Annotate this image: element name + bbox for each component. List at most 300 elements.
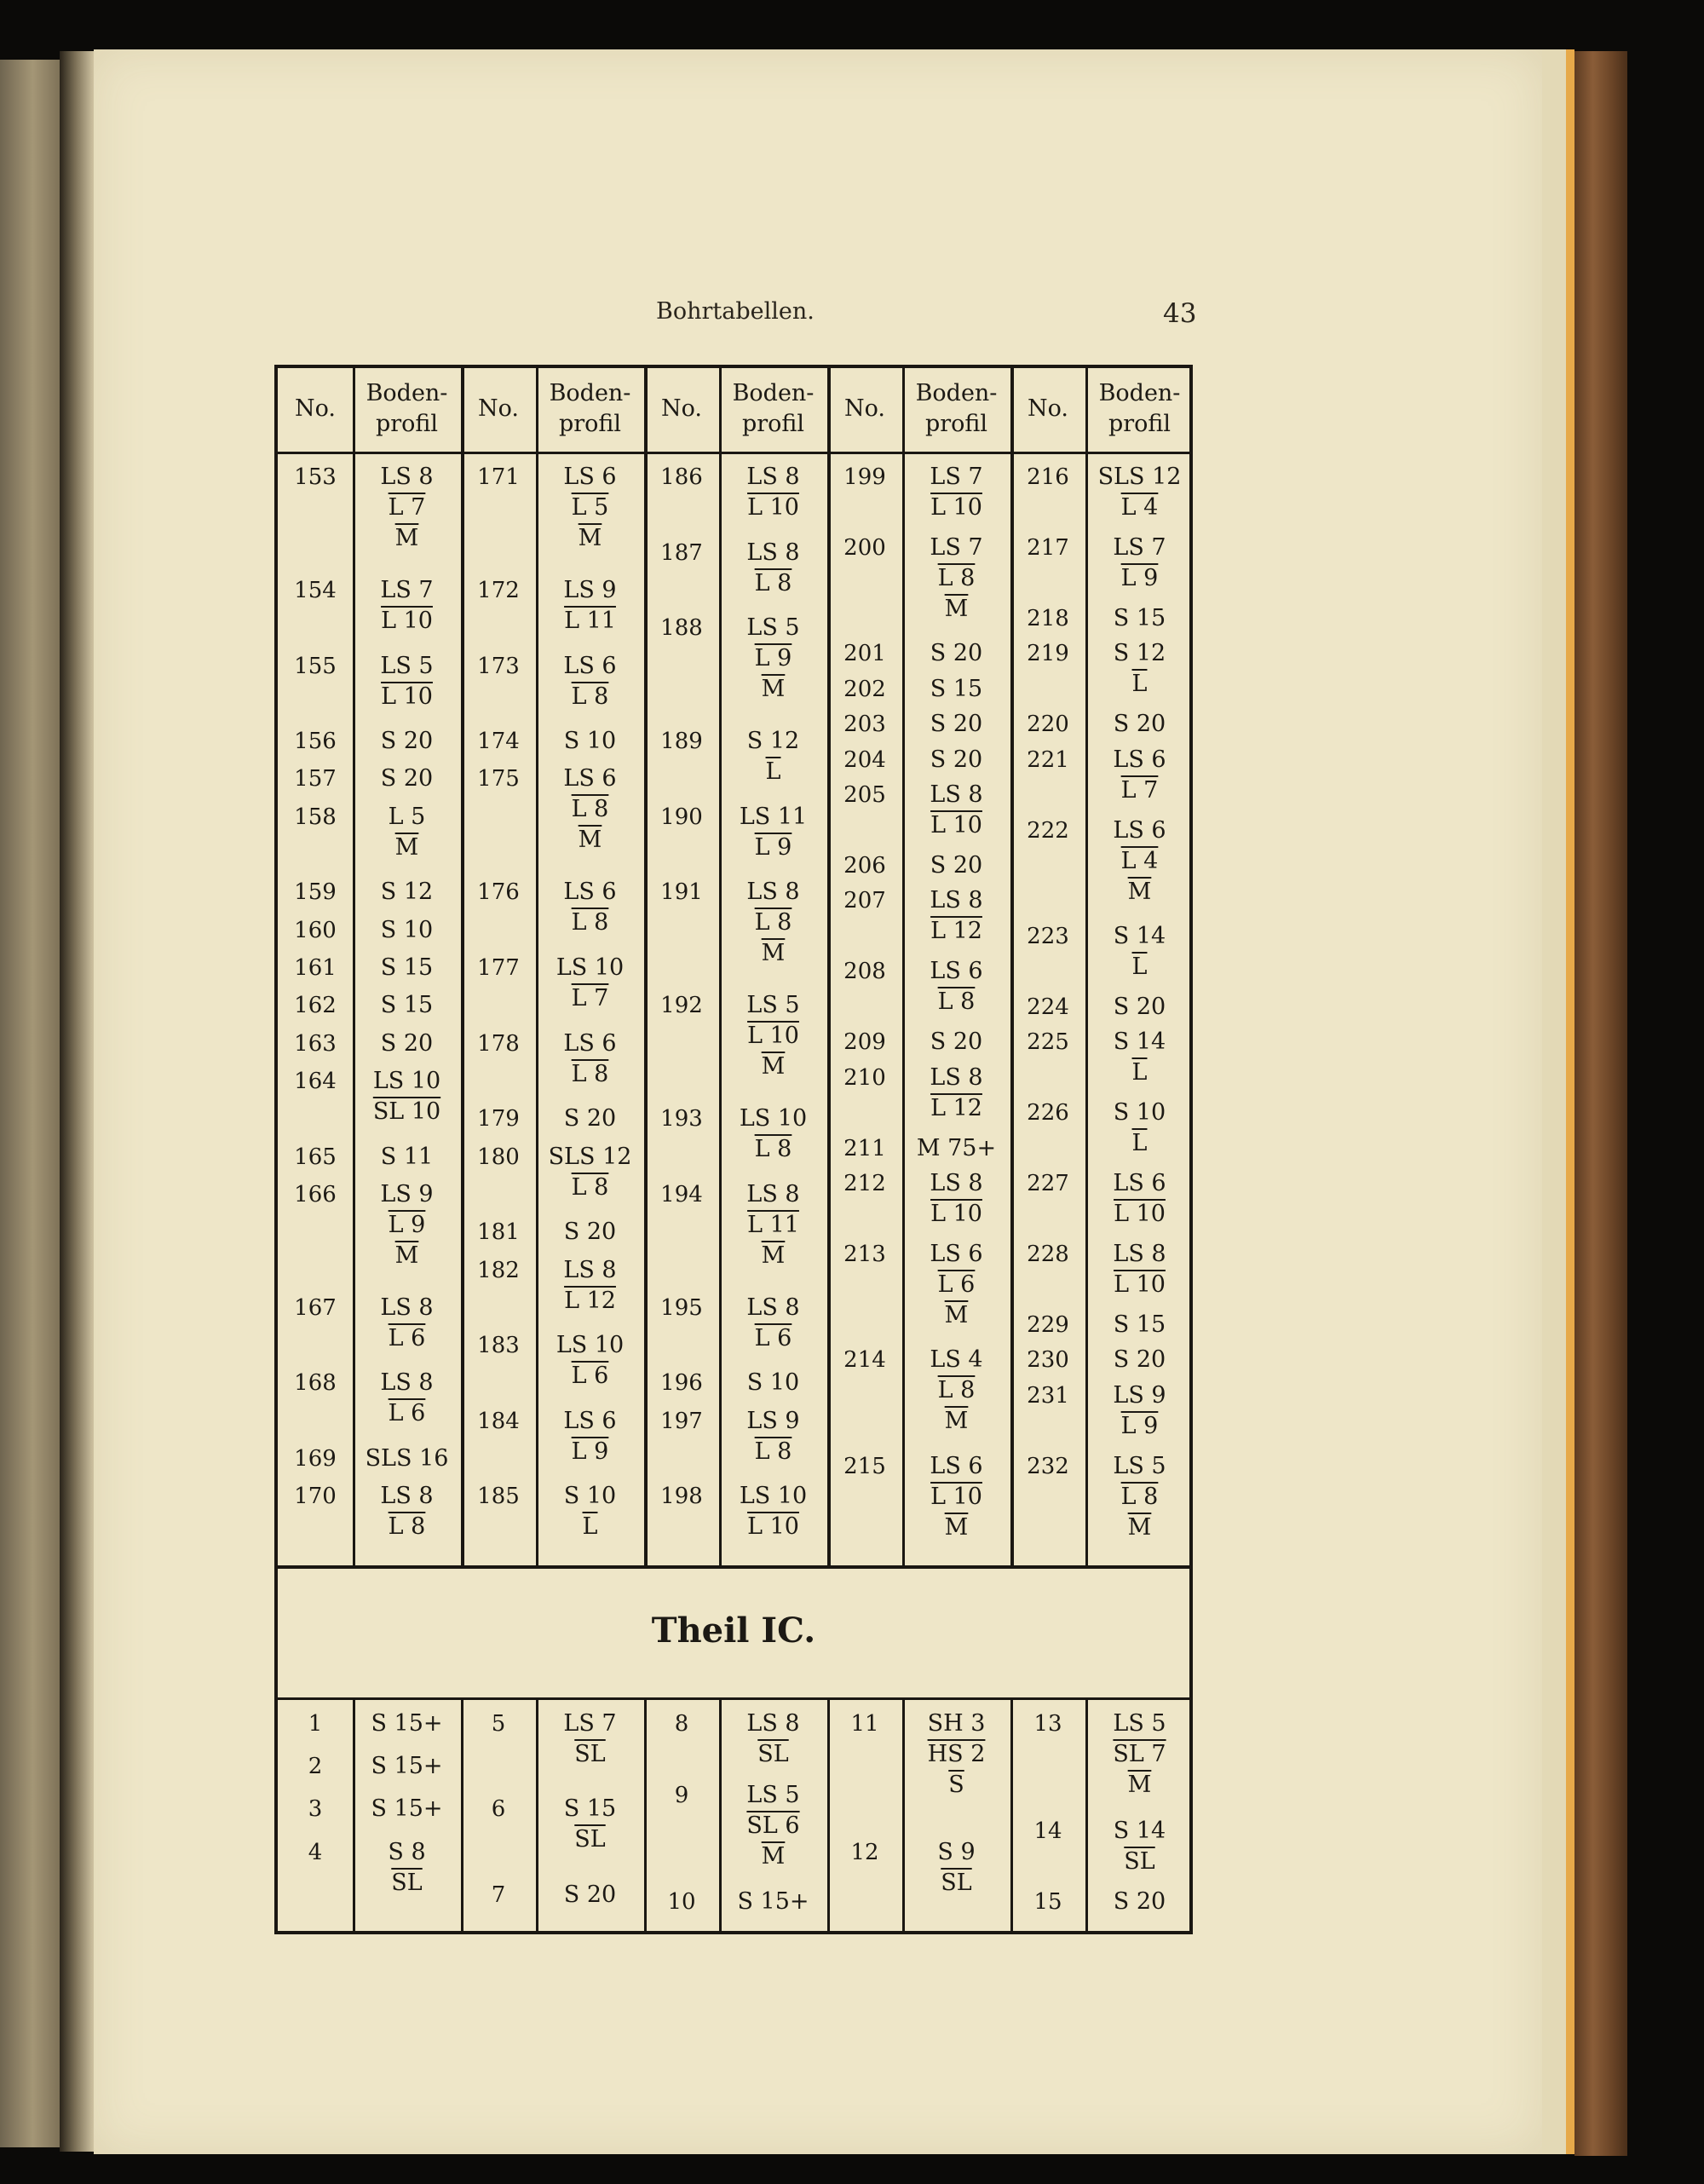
entry-profile — [353, 1481, 461, 1542]
profile-layer: L 4 — [1120, 847, 1159, 874]
profile-layer: $\overline{L}$ — [765, 758, 781, 786]
profile-header-line: profil — [375, 411, 439, 437]
entry-profile — [902, 885, 1010, 947]
entry-profile — [1085, 815, 1194, 908]
entry-profile — [353, 1794, 461, 1824]
profile-layer: L 6 — [571, 1363, 609, 1390]
profile-layer: $\overline{S}$ — [948, 1772, 964, 1798]
profile-header-line: Boden- — [366, 380, 448, 406]
entry-number: 184 — [477, 1408, 520, 1434]
entry-number: 199 — [843, 464, 886, 490]
entry-number: 186 — [660, 464, 703, 490]
profile-layer: L 12 — [930, 1094, 982, 1121]
profile-layer: S 20 — [563, 1219, 617, 1246]
entry-number: 187 — [660, 539, 703, 566]
entry-number: 185 — [477, 1484, 520, 1510]
profile-layer: LS 8 — [930, 1063, 983, 1091]
entry-number: 232 — [1027, 1453, 1069, 1479]
profile-layer: S 14 — [1113, 922, 1166, 949]
profile-layer: S 15 — [380, 992, 434, 1019]
entry-number: 228 — [1027, 1241, 1069, 1267]
profile-layer: LS 8 — [380, 464, 434, 490]
profile-layer: LS 7 — [563, 1710, 617, 1737]
profile-layer: SL 10 — [372, 1098, 441, 1125]
profile-header-line: Boden- — [549, 380, 631, 406]
entry-profile — [1085, 603, 1194, 634]
profile-layer: LS 6 — [563, 464, 617, 490]
entry-number: 198 — [660, 1484, 703, 1510]
entry-number: 156 — [294, 729, 337, 755]
profile-layer: S 20 — [1113, 1888, 1166, 1916]
profile-layer: S 15+ — [371, 1753, 443, 1780]
entry-profile — [353, 1444, 461, 1474]
entry-profile — [902, 780, 1010, 841]
profile-layer: $\overline{M}$ — [394, 833, 419, 861]
entry-profile — [353, 802, 461, 863]
profile-layer: L 7 — [571, 985, 609, 1012]
column-header-no: No. — [1028, 395, 1068, 422]
entry-profile — [902, 674, 1010, 705]
profile-layer: SLS 12 — [1097, 464, 1182, 490]
entry-profile — [1085, 1887, 1194, 1917]
entry-number: 175 — [477, 766, 520, 792]
profile-layer: $\overline{M}$ — [761, 676, 786, 703]
profile-header-line: profil — [1108, 411, 1172, 437]
profile-layer: L 5 — [571, 494, 609, 521]
entry-number: 13 — [1033, 1711, 1062, 1737]
profile-header-line: profil — [924, 411, 988, 437]
entry-number: 9 — [674, 1782, 689, 1808]
entry-profile — [536, 1709, 644, 1770]
profile-layer: L 8 — [388, 1513, 426, 1541]
profile-layer: L 10 — [381, 607, 433, 634]
entry-profile — [1085, 1027, 1194, 1088]
book-cover-edge — [1574, 51, 1627, 2156]
column-header-no: No. — [295, 395, 336, 422]
page-stack-edge — [1542, 49, 1566, 2154]
entry-number: 204 — [843, 746, 886, 773]
entry-profile — [1085, 992, 1194, 1023]
column-header-no: No. — [478, 395, 519, 422]
entry-number: 153 — [294, 464, 337, 490]
profile-header-line: Boden- — [1098, 380, 1181, 406]
profile-layer: $\overline{M}$ — [944, 1513, 969, 1541]
entry-profile — [902, 1709, 1010, 1801]
column-header-profile — [1085, 378, 1194, 440]
profile-header-line: Boden- — [915, 380, 998, 406]
entry-number: 220 — [1027, 712, 1069, 738]
entry-profile — [536, 877, 644, 938]
profile-layer: LS 7 — [380, 576, 434, 603]
profile-layer: LS 8 — [746, 464, 800, 490]
profile-layer: LS 10 — [739, 1483, 808, 1510]
entry-profile — [353, 1751, 461, 1782]
entry-profile — [1085, 921, 1194, 983]
profile-layer: S 15+ — [737, 1888, 809, 1916]
profile-layer: LS 6 — [563, 765, 617, 792]
profile-layer: L 8 — [937, 564, 976, 591]
profile-layer: LS 8 — [380, 1294, 434, 1321]
profile-layer: L 10 — [930, 494, 982, 521]
entry-number: 10 — [667, 1889, 696, 1916]
entry-number: 160 — [294, 917, 337, 943]
profile-layer: S 10 — [380, 916, 434, 943]
section-title: Theil IC. — [651, 1611, 816, 1651]
profile-layer: S 20 — [930, 1029, 983, 1056]
profile-layer: SH 3 — [927, 1710, 986, 1737]
profile-layer: LS 7 — [930, 533, 983, 561]
profile-layer: S 20 — [930, 851, 983, 879]
profile-layer: SL 6 — [746, 1812, 800, 1839]
profile-layer: $\overline{L}$ — [1131, 671, 1148, 698]
entry-profile — [719, 1780, 827, 1872]
profile-layer: L 8 — [571, 1060, 609, 1087]
profile-layer: S 15 — [1113, 1311, 1166, 1338]
entry-profile — [353, 1368, 461, 1429]
profile-layer: $\overline{L}$ — [1131, 1059, 1148, 1086]
entry-number: 205 — [843, 782, 886, 809]
section-rule-bottom — [278, 1697, 1189, 1700]
entry-profile — [536, 575, 644, 637]
profile-layer: S 15 — [1113, 604, 1166, 631]
profile-layer: L 10 — [747, 1513, 799, 1541]
entry-profile — [719, 538, 827, 599]
entry-profile — [719, 1368, 827, 1398]
entry-profile — [353, 651, 461, 712]
profile-layer: $\overline{M}$ — [394, 1242, 419, 1269]
profile-layer: $\overline{SL}$ — [941, 1869, 972, 1896]
profile-layer: S 15 — [930, 675, 983, 702]
entry-profile — [1085, 1098, 1194, 1159]
profile-layer: L 10 — [381, 683, 433, 710]
profile-layer: S 20 — [380, 728, 434, 755]
entry-number: 176 — [477, 879, 520, 906]
entry-number: 202 — [843, 676, 886, 702]
entry-number: 177 — [477, 955, 520, 982]
entry-profile — [902, 1345, 1010, 1437]
entry-profile — [719, 802, 827, 863]
profile-layer: LS 9 — [1113, 1381, 1166, 1409]
entry-profile — [353, 462, 461, 554]
profile-layer: L 8 — [1120, 1483, 1159, 1510]
entry-number: 219 — [1027, 641, 1069, 667]
column-header-profile — [536, 378, 644, 440]
profile-layer: $\overline{M}$ — [761, 1242, 786, 1269]
profile-layer: LS 6 — [1113, 1170, 1166, 1197]
boring-table — [274, 365, 1193, 1934]
entry-profile — [719, 613, 827, 705]
entry-profile — [719, 1179, 827, 1271]
entry-profile — [353, 1293, 461, 1354]
profile-layer: SLS 12 — [548, 1143, 632, 1170]
entry-number: 166 — [294, 1181, 337, 1207]
entry-number: 223 — [1027, 923, 1069, 949]
profile-layer: LS 8 — [746, 1180, 800, 1207]
entry-profile — [536, 764, 644, 856]
profile-layer: LS 8 — [746, 879, 800, 906]
profile-layer: LS 6 — [1113, 816, 1166, 844]
profile-layer: LS 6 — [563, 1407, 617, 1434]
section-rule-top — [278, 1565, 1189, 1569]
entry-number: 2 — [308, 1754, 323, 1780]
profile-header-line: profil — [741, 411, 805, 437]
profile-layer: L 8 — [754, 569, 792, 596]
profile-layer: S 10 — [563, 1483, 617, 1510]
profile-layer: $\overline{M}$ — [944, 1301, 969, 1328]
profile-layer: S 14 — [1113, 1817, 1166, 1844]
profile-layer: S 12 — [746, 728, 800, 755]
entry-profile — [353, 1837, 461, 1899]
entry-number: 11 — [850, 1711, 879, 1737]
profile-layer: $\overline{M}$ — [761, 1053, 786, 1080]
book-gutter — [60, 51, 94, 2152]
entry-number: 207 — [843, 888, 886, 914]
entry-number: 172 — [477, 577, 520, 603]
profile-layer: L 8 — [937, 988, 976, 1016]
column-header-profile — [353, 378, 461, 440]
entry-profile — [536, 1142, 644, 1203]
entry-profile — [536, 1217, 644, 1248]
profile-layer: S 15 — [380, 954, 434, 982]
profile-layer: $\overline{M}$ — [1127, 878, 1152, 905]
page-gilt-edge — [1566, 49, 1574, 2154]
entry-profile — [353, 1029, 461, 1059]
profile-layer: LS 11 — [739, 803, 808, 830]
entry-profile — [719, 1406, 827, 1467]
profile-layer: LS 6 — [1113, 746, 1166, 773]
entry-profile — [902, 1239, 1010, 1331]
entry-number: 164 — [294, 1068, 337, 1094]
entry-number: 224 — [1027, 994, 1069, 1020]
profile-layer: LS 8 — [746, 1294, 800, 1321]
entry-profile — [719, 462, 827, 523]
profile-layer: LS 5 — [746, 614, 800, 642]
profile-layer: S 15+ — [371, 1710, 443, 1737]
profile-layer: L 6 — [937, 1271, 976, 1298]
entry-number: 195 — [660, 1294, 703, 1321]
entry-number: 226 — [1027, 1100, 1069, 1127]
profile-layer: L 8 — [571, 1173, 609, 1201]
entry-number: 161 — [294, 955, 337, 982]
entry-profile — [536, 651, 644, 712]
entry-profile — [1085, 745, 1194, 806]
entry-profile — [353, 1709, 461, 1739]
entry-number: 181 — [477, 1219, 520, 1246]
profile-layer: SL 7 — [1113, 1741, 1166, 1767]
profile-layer: L 12 — [564, 1287, 616, 1314]
entry-profile — [353, 1179, 461, 1271]
profile-header-line: profil — [558, 411, 622, 437]
entry-number: 8 — [674, 1711, 689, 1737]
profile-layer: L 8 — [754, 1438, 792, 1465]
profile-layer: $\overline{M}$ — [944, 595, 969, 622]
profile-layer: LS 9 — [563, 576, 617, 603]
entry-number: 174 — [477, 729, 520, 755]
entry-number: 193 — [660, 1106, 703, 1132]
column-header-profile — [902, 378, 1010, 440]
profile-layer: S 20 — [930, 711, 983, 738]
profile-layer: L 11 — [747, 1211, 799, 1238]
left-page-edge — [0, 60, 60, 2147]
entry-profile — [902, 1027, 1010, 1057]
profile-layer: L 4 — [1120, 494, 1159, 521]
entry-profile — [353, 575, 461, 637]
entry-number: 197 — [660, 1408, 703, 1434]
entry-number: 212 — [843, 1171, 886, 1197]
profile-layer: S 15+ — [371, 1795, 443, 1823]
entry-number: 208 — [843, 959, 886, 985]
profile-layer: L 8 — [754, 1136, 792, 1163]
entry-profile — [1085, 638, 1194, 700]
profile-layer: LS 6 — [930, 1240, 983, 1267]
entry-profile — [536, 462, 644, 554]
profile-layer: $\overline{M}$ — [394, 525, 419, 551]
entry-number: 217 — [1027, 534, 1069, 561]
entry-number: 215 — [843, 1453, 886, 1479]
profile-layer: LS 10 — [556, 1332, 625, 1359]
entry-number: 15 — [1033, 1889, 1062, 1916]
entry-number: 214 — [843, 1347, 886, 1374]
profile-layer: $\overline{L}$ — [1131, 1130, 1148, 1157]
entry-number: 169 — [294, 1446, 337, 1472]
entry-number: 227 — [1027, 1171, 1069, 1197]
profile-layer: LS 10 — [372, 1067, 441, 1094]
entry-number: 231 — [1027, 1382, 1069, 1409]
profile-layer: L 10 — [747, 494, 799, 521]
entry-number: 188 — [660, 615, 703, 642]
profile-layer: LS 7 — [930, 464, 983, 490]
entry-profile — [1085, 1451, 1194, 1543]
entry-profile — [1085, 1380, 1194, 1442]
profile-layer: L 6 — [388, 1324, 426, 1351]
entry-profile — [536, 1481, 644, 1542]
profile-layer: LS 5 — [1113, 1452, 1166, 1479]
entry-number: 1 — [308, 1711, 323, 1737]
entry-number: 4 — [308, 1839, 323, 1865]
profile-layer: LS 8 — [563, 1256, 617, 1283]
profile-layer: S 9 — [937, 1838, 976, 1865]
entry-number: 179 — [477, 1106, 520, 1132]
entry-number: 180 — [477, 1144, 520, 1170]
profile-layer: S 20 — [1113, 1346, 1166, 1374]
profile-layer: S 10 — [746, 1369, 800, 1397]
profile-layer: LS 8 — [746, 539, 800, 566]
entry-profile — [902, 1837, 1010, 1899]
entry-number: 225 — [1027, 1029, 1069, 1056]
profile-layer: LS 7 — [1113, 533, 1166, 561]
profile-layer: $\overline{SL}$ — [574, 1826, 606, 1853]
running-title: Bohrtabellen. — [656, 298, 815, 325]
profile-layer: LS 8 — [930, 1170, 983, 1197]
entry-profile — [353, 1066, 461, 1127]
entry-profile — [719, 1887, 827, 1917]
entry-number: 12 — [850, 1839, 879, 1865]
entry-number: 159 — [294, 879, 337, 906]
profile-layer: $\overline{SL}$ — [574, 1741, 606, 1767]
profile-layer: L 8 — [754, 909, 792, 936]
entry-number: 183 — [477, 1333, 520, 1359]
profile-layer: $\overline{SL}$ — [1124, 1847, 1155, 1875]
profile-layer: LS 6 — [930, 1452, 983, 1479]
entry-number: 5 — [491, 1711, 506, 1737]
entry-number: 173 — [477, 653, 520, 679]
entry-profile — [902, 709, 1010, 740]
profile-layer: LS 4 — [930, 1346, 983, 1374]
entry-profile — [536, 1029, 644, 1090]
entry-profile — [1085, 1310, 1194, 1340]
entry-number: 163 — [294, 1030, 337, 1057]
profile-layer: LS 9 — [746, 1407, 800, 1434]
entry-profile — [536, 726, 644, 757]
profile-layer: S 15 — [563, 1795, 617, 1823]
entry-number: 189 — [660, 729, 703, 755]
profile-layer: $\overline{M}$ — [578, 827, 602, 854]
entry-number: 192 — [660, 993, 703, 1019]
entry-profile — [902, 1063, 1010, 1124]
entry-profile — [353, 764, 461, 794]
entry-profile — [902, 1451, 1010, 1543]
entry-number: 201 — [843, 641, 886, 667]
profile-layer: S 20 — [563, 1881, 617, 1908]
entry-number: 155 — [294, 653, 337, 679]
entry-number: 168 — [294, 1370, 337, 1397]
profile-layer: L 12 — [930, 918, 982, 945]
entry-profile — [1085, 1816, 1194, 1877]
entry-profile — [1085, 1345, 1194, 1375]
profile-layer: L 10 — [930, 1201, 982, 1228]
entry-profile — [536, 1255, 644, 1317]
entry-number: 230 — [1027, 1347, 1069, 1374]
profile-layer: $\overline{SL}$ — [391, 1869, 423, 1896]
entry-number: 7 — [491, 1881, 506, 1908]
column-header-no: No. — [844, 395, 885, 422]
profile-layer: S 12 — [380, 879, 434, 906]
profile-layer: LS 8 — [380, 1483, 434, 1510]
entry-number: 218 — [1027, 605, 1069, 631]
profile-layer: L 9 — [754, 645, 792, 672]
profile-layer: L 10 — [930, 1483, 982, 1510]
profile-layer: $\overline{M}$ — [761, 940, 786, 967]
profile-layer: LS 10 — [739, 1105, 808, 1132]
entry-profile — [719, 1481, 827, 1542]
header-rule — [278, 452, 1189, 454]
entry-number: 229 — [1027, 1311, 1069, 1338]
entry-number: 14 — [1033, 1818, 1062, 1844]
profile-layer: LS 8 — [930, 781, 983, 809]
entry-profile — [353, 726, 461, 757]
entry-number: 210 — [843, 1064, 886, 1091]
profile-layer: L 9 — [754, 833, 792, 861]
profile-layer: S 10 — [563, 728, 617, 755]
entry-number: 154 — [294, 577, 337, 603]
entry-profile — [902, 462, 1010, 523]
profile-layer: L 5 — [388, 803, 426, 830]
profile-layer: LS 5 — [1113, 1710, 1166, 1737]
profile-layer: $\overline{L}$ — [1131, 953, 1148, 980]
profile-layer: S 20 — [930, 746, 983, 773]
profile-layer: L 7 — [1120, 776, 1159, 804]
entry-number: 6 — [491, 1796, 506, 1823]
entry-profile — [1085, 1239, 1194, 1300]
entry-number: 221 — [1027, 746, 1069, 773]
entry-profile — [353, 990, 461, 1021]
entry-profile — [902, 850, 1010, 881]
entry-profile — [1085, 709, 1194, 740]
entry-number: 200 — [843, 534, 886, 561]
profile-header-line: Boden- — [732, 380, 815, 406]
entry-number: 190 — [660, 804, 703, 830]
profile-layer: LS 8 — [1113, 1240, 1166, 1267]
